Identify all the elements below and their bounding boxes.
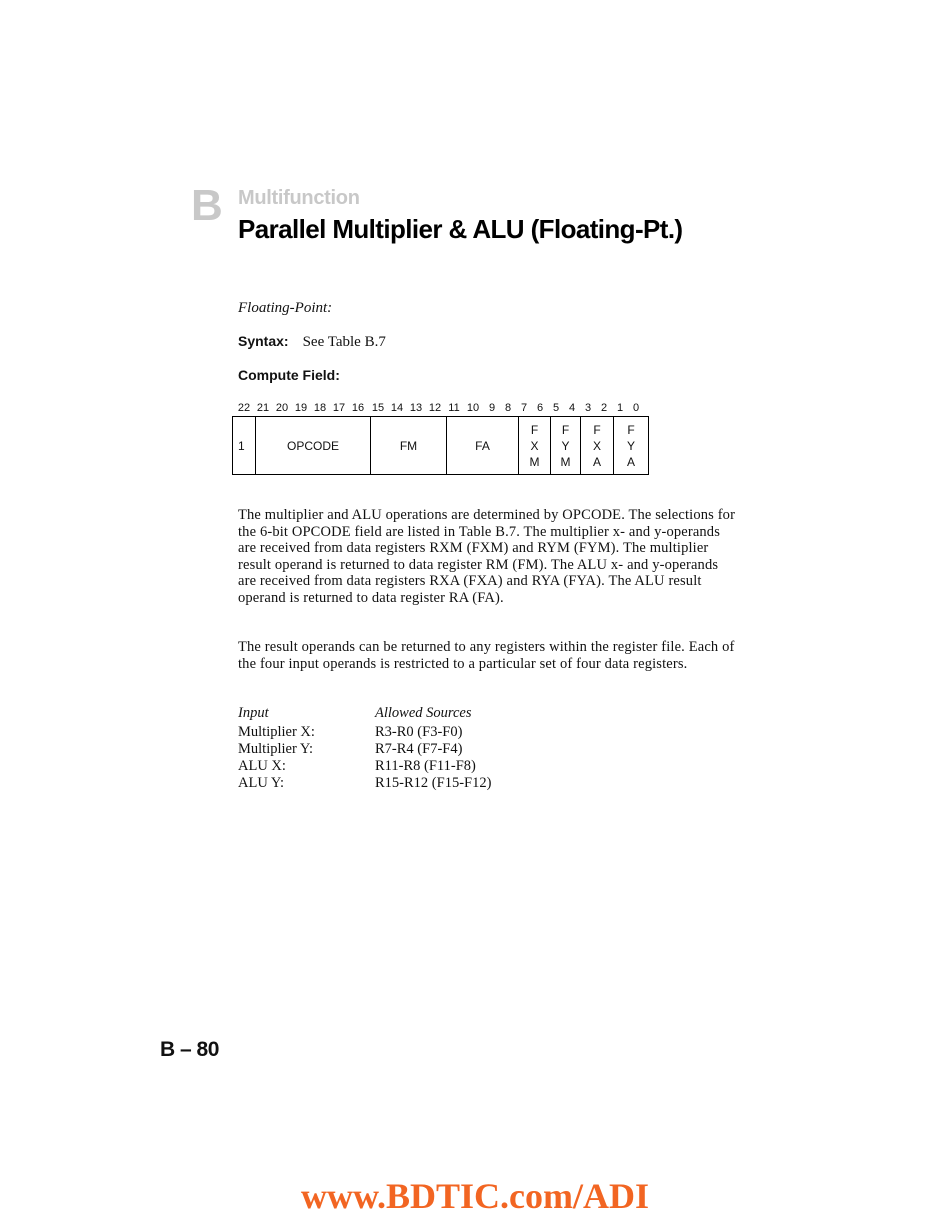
bit-number: 8 bbox=[504, 402, 512, 414]
row-allowed: R15-R12 (F15-F12) bbox=[375, 775, 492, 791]
bit-number: 5 bbox=[552, 402, 560, 414]
syntax-label: Syntax: bbox=[238, 333, 289, 349]
header-input: Input bbox=[238, 705, 269, 721]
bit-number: 6 bbox=[536, 402, 544, 414]
row-allowed: R7-R4 (F7-F4) bbox=[375, 741, 463, 757]
bit-number: 0 bbox=[632, 402, 640, 414]
bit-number: 15 bbox=[371, 402, 385, 414]
bit-number: 1 bbox=[616, 402, 624, 414]
field-bit22: 1 bbox=[238, 438, 245, 453]
field-fxa-char: F bbox=[593, 422, 601, 437]
bit-number: 19 bbox=[294, 402, 308, 414]
row-allowed: R11-R8 (F11-F8) bbox=[375, 758, 476, 774]
field-fxm bbox=[518, 417, 550, 474]
bit-number: 21 bbox=[256, 402, 270, 414]
bit-number: 16 bbox=[351, 402, 365, 414]
floating-point-label: Floating-Point: bbox=[238, 300, 333, 316]
field-fm: FM bbox=[370, 417, 446, 474]
field-fxm-char: M bbox=[529, 454, 540, 469]
footer-url-link[interactable]: www.BDTIC.com/ADI bbox=[300, 1176, 649, 1216]
bit-number: 14 bbox=[390, 402, 404, 414]
field-fym bbox=[550, 417, 580, 474]
compute-field-diagram bbox=[232, 416, 649, 475]
field-fym-char: Y bbox=[561, 438, 570, 453]
bit-number: 7 bbox=[520, 402, 528, 414]
field-fym-char: M bbox=[560, 454, 571, 469]
bit-numbers bbox=[237, 402, 657, 416]
bit-number: 12 bbox=[428, 402, 442, 414]
page-number: B – 80 bbox=[160, 1038, 219, 1061]
syntax-row bbox=[238, 333, 386, 351]
row-input: ALU Y: bbox=[238, 775, 285, 791]
description-paragraph: The multiplier and ALU operations are determined by OPCODE. The selections for the 6-bit OPCODE field are listed in Table B.7. The multiplier x- and y-operands are received from data registers RXM (FXM) and RYM (FYM). The multiplier result operand is returned to data register RM (FM). The ALU x- and y-operands are received from data registers RXA (FXA) and RYA (FYA). The ALU result operand is returned to data register RA (FA). bbox=[238, 507, 736, 606]
compute-field-label: Compute Field: bbox=[238, 367, 340, 383]
field-fxa-char: X bbox=[592, 438, 601, 453]
bit-number: 18 bbox=[313, 402, 327, 414]
field-fa: FA bbox=[446, 417, 518, 474]
bit-number: 9 bbox=[488, 402, 496, 414]
syntax-value: See Table B.7 bbox=[302, 334, 386, 350]
field-fya bbox=[613, 417, 648, 474]
field-fya-char: A bbox=[626, 454, 635, 469]
row-allowed: R3-R0 (F3-F0) bbox=[375, 724, 463, 740]
bit-number: 4 bbox=[568, 402, 576, 414]
field-fxa-char: A bbox=[592, 454, 601, 469]
description-paragraph: The result operands can be returned to any registers within the register file. Each of the four input operands is restricted to a particular set of four data registers. bbox=[238, 639, 735, 672]
row-input: Multiplier X: bbox=[238, 724, 315, 740]
row-input: ALU X: bbox=[238, 758, 286, 774]
bit-number: 3 bbox=[584, 402, 592, 414]
bit-number: 13 bbox=[409, 402, 423, 414]
field-fxm-char: X bbox=[530, 438, 539, 453]
field-opcode: OPCODE bbox=[255, 417, 370, 474]
bit-number: 17 bbox=[332, 402, 346, 414]
field-fxm-char: F bbox=[530, 422, 539, 437]
page-title: Parallel Multiplier & ALU (Floating-Pt.) bbox=[238, 214, 683, 244]
field-fxa bbox=[580, 417, 613, 474]
bit-number: 2 bbox=[600, 402, 608, 414]
field-fya-char: Y bbox=[626, 438, 635, 453]
chapter-letter: B bbox=[191, 181, 223, 230]
bit-number: 10 bbox=[466, 402, 480, 414]
field-fya-char: F bbox=[627, 422, 635, 437]
bit-number: 11 bbox=[448, 402, 460, 414]
row-input: Multiplier Y: bbox=[238, 741, 314, 757]
bit-number: 22 bbox=[237, 402, 251, 414]
field-fym-char: F bbox=[561, 422, 570, 437]
header-allowed-sources: Allowed Sources bbox=[375, 705, 472, 721]
section-label: Multifunction bbox=[238, 187, 360, 209]
bit-number: 20 bbox=[275, 402, 289, 414]
